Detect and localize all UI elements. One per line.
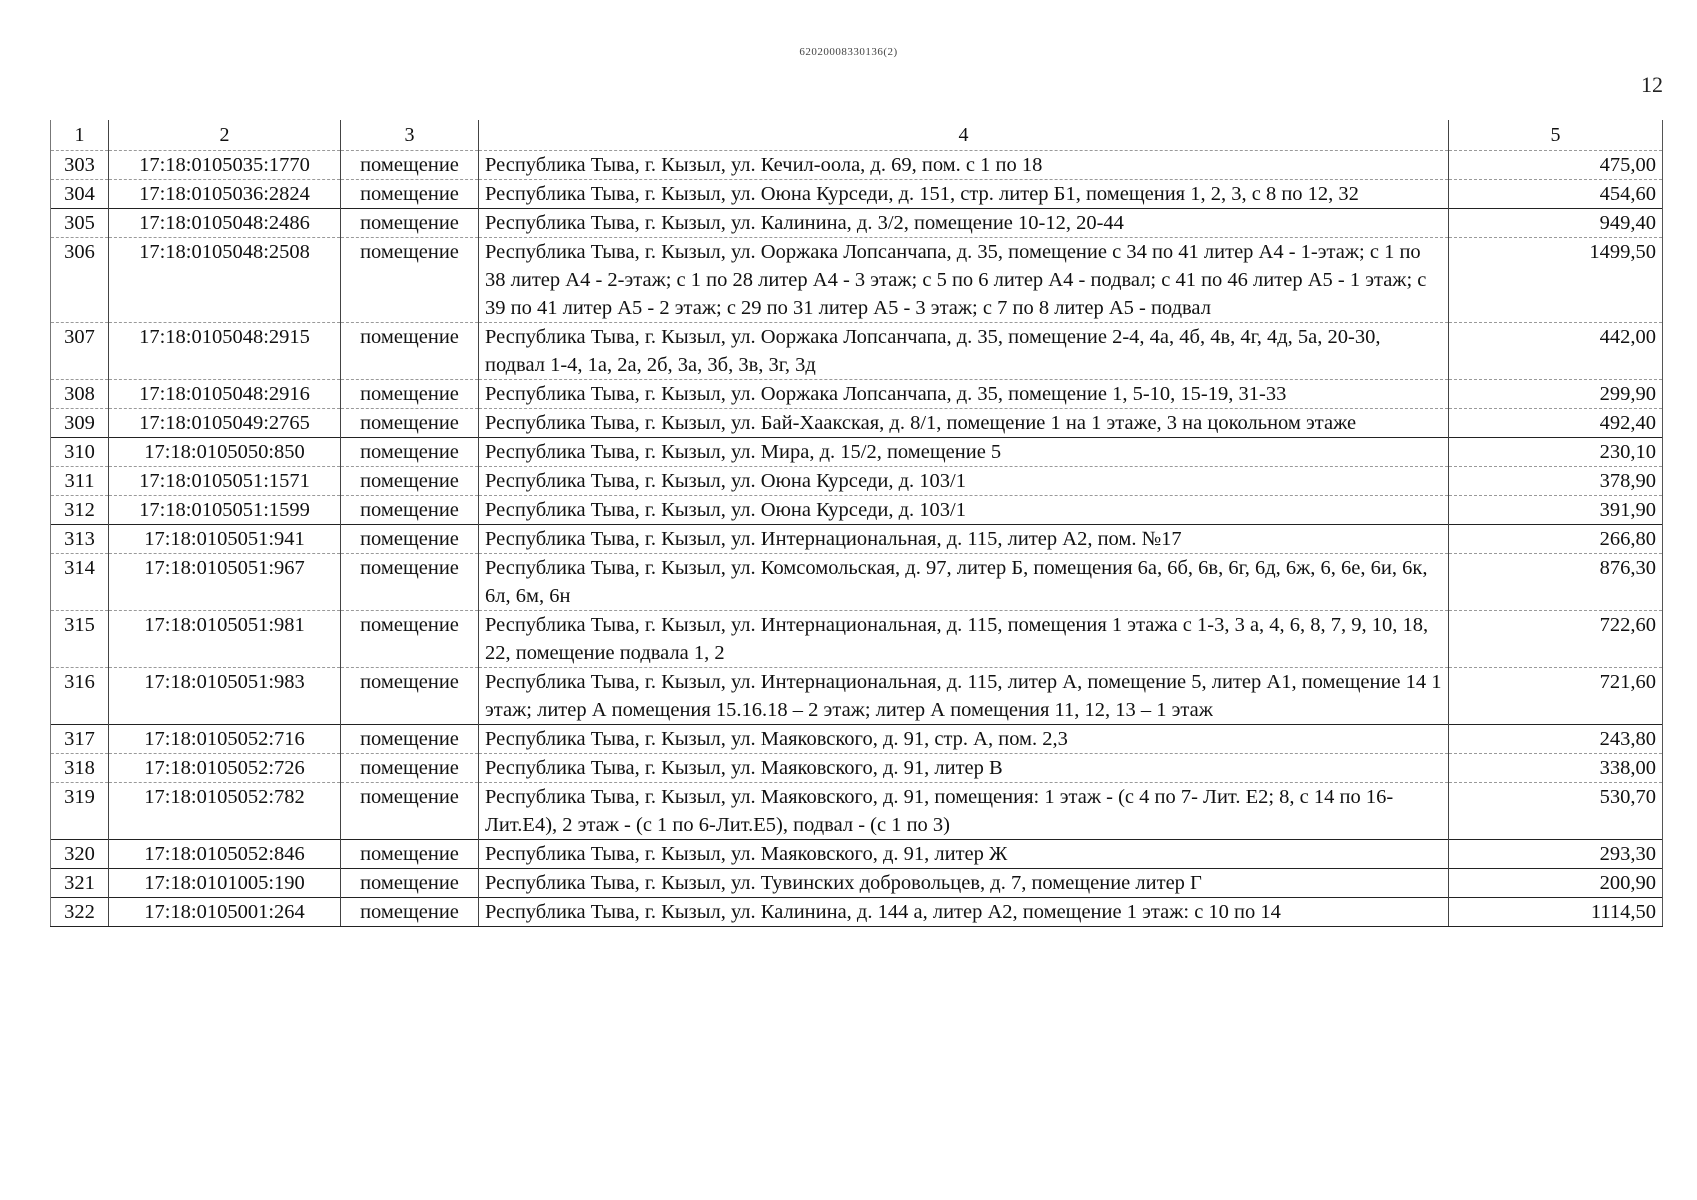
table-row (51, 238, 1663, 323)
object-area: 338,00 (1449, 754, 1663, 783)
object-address: Республика Тыва, г. Кызыл, ул. Калинина, д. 144 а, литер А2, помещение 1 этаж: с 10 по 14 (479, 898, 1449, 927)
table-row (51, 783, 1663, 840)
table-row (51, 209, 1663, 238)
object-address: Республика Тыва, г. Кызыл, ул. Интернациональная, д. 115, помещения 1 этажа с 1-3, 3 а, 4, 6, 8, 7, 9, 10, 18, 22, помещение подвала 1, 2 (479, 611, 1449, 668)
row-number: 304 (51, 180, 109, 209)
document-header-code: 62020008330136(2) (799, 46, 898, 58)
object-address: Республика Тыва, г. Кызыл, ул. Кечил-оола, д. 69, пом. с 1 по 18 (479, 151, 1449, 180)
row-number: 312 (51, 496, 109, 525)
page-number: 12 (1641, 72, 1663, 97)
object-address: Республика Тыва, г. Кызыл, ул. Оюна Курседи, д. 151, стр. литер Б1, помещения 1, 2, 3, с 8 по 12, 32 (479, 180, 1449, 209)
object-type: помещение (341, 409, 479, 438)
row-number: 313 (51, 525, 109, 554)
column-header-area: 5 (1449, 120, 1663, 151)
object-address: Республика Тыва, г. Кызыл, ул. Интернациональная, д. 115, литер А, помещение 5, литер А1, помещение 14 1 этаж; литер А помещения 15.16.18 – 2 этаж; литер А помещения 11, 12, 13 – 1 этаж (479, 668, 1449, 725)
object-type: помещение (341, 438, 479, 467)
row-number: 309 (51, 409, 109, 438)
object-address: Республика Тыва, г. Кызыл, ул. Тувинских добровольцев, д. 7, помещение литер Г (479, 869, 1449, 898)
object-type: помещение (341, 783, 479, 840)
table-row (51, 467, 1663, 496)
table-row (51, 496, 1663, 525)
object-address: Республика Тыва, г. Кызыл, ул. Комсомольская, д. 97, литер Б, помещения 6а, 6б, 6в, 6г, 6д, 6ж, 6, 6е, 6и, 6к, 6л, 6м, 6н (479, 554, 1449, 611)
object-address: Республика Тыва, г. Кызыл, ул. Интернациональная, д. 115, литер А2, пом. №17 (479, 525, 1449, 554)
cadastral-number: 17:18:0105049:2765 (109, 409, 341, 438)
row-number: 311 (51, 467, 109, 496)
object-area: 876,30 (1449, 554, 1663, 611)
object-area: 949,40 (1449, 209, 1663, 238)
object-address: Республика Тыва, г. Кызыл, ул. Оюна Курседи, д. 103/1 (479, 496, 1449, 525)
cadastral-number: 17:18:0105052:846 (109, 840, 341, 869)
cadastral-number: 17:18:0105051:981 (109, 611, 341, 668)
object-area: 200,90 (1449, 869, 1663, 898)
object-area: 378,90 (1449, 467, 1663, 496)
table-row (51, 180, 1663, 209)
cadastral-number: 17:18:0105035:1770 (109, 151, 341, 180)
table-row (51, 840, 1663, 869)
object-address: Республика Тыва, г. Кызыл, ул. Ооржака Лопсанчапа, д. 35, помещение 1, 5-10, 15-19, 31-33 (479, 380, 1449, 409)
cadastral-number: 17:18:0105048:2915 (109, 323, 341, 380)
object-address: Республика Тыва, г. Кызыл, ул. Ооржака Лопсанчапа, д. 35, помещение 2-4, 4а, 4б, 4в, 4г, 4д, 5а, 20-30, подвал 1-4, 1а, 2а, 2б, 3а, 3б, 3в, 3г, 3д (479, 323, 1449, 380)
object-type: помещение (341, 525, 479, 554)
table-row (51, 668, 1663, 725)
object-type: помещение (341, 496, 479, 525)
row-number: 320 (51, 840, 109, 869)
row-number: 303 (51, 151, 109, 180)
row-number: 316 (51, 668, 109, 725)
cadastral-number: 17:18:0105052:726 (109, 754, 341, 783)
cadastral-number: 17:18:0105052:716 (109, 725, 341, 754)
object-area: 293,30 (1449, 840, 1663, 869)
object-type: помещение (341, 668, 479, 725)
cadastral-number: 17:18:0105001:264 (109, 898, 341, 927)
object-type: помещение (341, 898, 479, 927)
row-number: 321 (51, 869, 109, 898)
cadastral-number: 17:18:0105051:941 (109, 525, 341, 554)
object-area: 454,60 (1449, 180, 1663, 209)
table-body (51, 151, 1663, 927)
object-address: Республика Тыва, г. Кызыл, ул. Мира, д. 15/2, помещение 5 (479, 438, 1449, 467)
row-number: 305 (51, 209, 109, 238)
object-address: Республика Тыва, г. Кызыл, ул. Калинина, д. 3/2, помещение 10-12, 20-44 (479, 209, 1449, 238)
object-area: 1114,50 (1449, 898, 1663, 927)
object-area: 722,60 (1449, 611, 1663, 668)
object-area: 442,00 (1449, 323, 1663, 380)
table-row (51, 380, 1663, 409)
object-address: Республика Тыва, г. Кызыл, ул. Бай-Хаакская, д. 8/1, помещение 1 на 1 этаже, 3 на цокольном этаже (479, 409, 1449, 438)
cadastral-number: 17:18:0105051:983 (109, 668, 341, 725)
object-type: помещение (341, 840, 479, 869)
table-row (51, 754, 1663, 783)
cadastral-number: 17:18:0105051:967 (109, 554, 341, 611)
object-type: помещение (341, 869, 479, 898)
table-row (51, 554, 1663, 611)
table-row (51, 869, 1663, 898)
object-area: 475,00 (1449, 151, 1663, 180)
object-address: Республика Тыва, г. Кызыл, ул. Маяковского, д. 91, литер В (479, 754, 1449, 783)
object-type: помещение (341, 180, 479, 209)
cadastral-number: 17:18:0105048:2486 (109, 209, 341, 238)
object-address: Республика Тыва, г. Кызыл, ул. Маяковского, д. 91, литер Ж (479, 840, 1449, 869)
object-area: 391,90 (1449, 496, 1663, 525)
column-header-address: 4 (479, 120, 1449, 151)
object-address: Республика Тыва, г. Кызыл, ул. Ооржака Лопсанчапа, д. 35, помещение с 34 по 41 литер А4 - 1-этаж; с 1 по 38 литер А4 - 2-этаж; с 1 по 28 литер А4 - 3 этаж; с 5 по 6 литер А4 - подвал; с 41 по 46 литер А5 - 1 этаж; с 39 по 41 литер А5 - 2 этаж; с 29 по 31 литер А5 - 3 этаж; с 7 по 8 литер А5 - подвал (479, 238, 1449, 323)
object-area: 230,10 (1449, 438, 1663, 467)
object-address: Республика Тыва, г. Кызыл, ул. Маяковского, д. 91, стр. А, пом. 2,3 (479, 725, 1449, 754)
object-type: помещение (341, 754, 479, 783)
cadastral-number: 17:18:0105036:2824 (109, 180, 341, 209)
cadastral-number: 17:18:0105050:850 (109, 438, 341, 467)
table-row (51, 409, 1663, 438)
table-header-row (51, 120, 1663, 151)
cadastral-number: 17:18:0105048:2916 (109, 380, 341, 409)
row-number: 322 (51, 898, 109, 927)
object-area: 266,80 (1449, 525, 1663, 554)
row-number: 310 (51, 438, 109, 467)
column-header-type: 3 (341, 120, 479, 151)
column-header-number: 1 (51, 120, 109, 151)
column-header-cadastral: 2 (109, 120, 341, 151)
cadastral-number: 17:18:0105048:2508 (109, 238, 341, 323)
object-area: 492,40 (1449, 409, 1663, 438)
table-row (51, 898, 1663, 927)
object-type: помещение (341, 380, 479, 409)
object-area: 243,80 (1449, 725, 1663, 754)
row-number: 318 (51, 754, 109, 783)
row-number: 317 (51, 725, 109, 754)
row-number: 308 (51, 380, 109, 409)
object-area: 721,60 (1449, 668, 1663, 725)
row-number: 319 (51, 783, 109, 840)
table-row (51, 611, 1663, 668)
table-row (51, 323, 1663, 380)
cadastral-number: 17:18:0105051:1599 (109, 496, 341, 525)
object-type: помещение (341, 209, 479, 238)
object-area: 530,70 (1449, 783, 1663, 840)
object-address: Республика Тыва, г. Кызыл, ул. Оюна Курседи, д. 103/1 (479, 467, 1449, 496)
object-area: 299,90 (1449, 380, 1663, 409)
object-type: помещение (341, 238, 479, 323)
object-type: помещение (341, 467, 479, 496)
object-type: помещение (341, 323, 479, 380)
cadastral-number: 17:18:0105051:1571 (109, 467, 341, 496)
row-number: 306 (51, 238, 109, 323)
table-row (51, 725, 1663, 754)
object-type: помещение (341, 151, 479, 180)
object-address: Республика Тыва, г. Кызыл, ул. Маяковского, д. 91, помещения: 1 этаж - (с 4 по 7- Лит. Е2; 8, с 14 по 16- Лит.Е4), 2 этаж - (с 1 по 6-Лит.Е5), подвал - (с 1 по 3) (479, 783, 1449, 840)
row-number: 314 (51, 554, 109, 611)
row-number: 315 (51, 611, 109, 668)
cadastral-number: 17:18:0105052:782 (109, 783, 341, 840)
table-row (51, 151, 1663, 180)
table-row (51, 438, 1663, 467)
object-area: 1499,50 (1449, 238, 1663, 323)
row-number: 307 (51, 323, 109, 380)
object-type: помещение (341, 611, 479, 668)
object-type: помещение (341, 725, 479, 754)
cadastral-number: 17:18:0101005:190 (109, 869, 341, 898)
object-type: помещение (341, 554, 479, 611)
property-registry-table (50, 120, 1663, 927)
table-row (51, 525, 1663, 554)
